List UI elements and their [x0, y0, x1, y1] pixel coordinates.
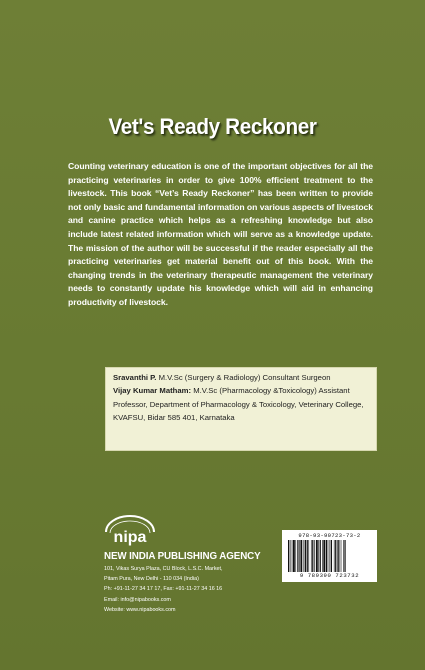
- publisher-address-line: Pitam Pura, New Delhi - 110 034 (India): [104, 576, 199, 582]
- publisher-email: Email: info@nipabooks.com: [104, 597, 171, 603]
- publisher-address-line: 101, Vikas Surya Plaza, CU Block, L.S.C. Market,: [104, 566, 223, 572]
- barcode-icon: [287, 540, 372, 572]
- publisher-phone: Ph: +91-11-27 34 17 17, Fax: +91-11-27 34 16 16: [104, 586, 223, 592]
- author-name: Sravanthi P.: [113, 373, 157, 382]
- logo-text: nipa: [113, 529, 147, 546]
- author-entry: [113, 371, 375, 384]
- author-details: M.V.Sc (Pharmacology &Toxicology) Assistant Professor, Department of Pharmacology & Toxicology, Veterinary College, KVAFSU, Bidar 585 401, Karnataka: [113, 386, 364, 422]
- book-title: Vet's Ready Reckoner: [108, 114, 317, 139]
- authors-info: [113, 371, 375, 424]
- nipa-logo-icon: [103, 512, 157, 546]
- book-description: Counting veterinary education is one of the important objectives for all the practicing veterinaries in order to give 100% efficient treatment to the livestock. This book “Vet’s Ready Reckoner” has been written to provide not only basic and fundamental information on various aspects of livestock and canine practice which helps as a refreshing knowledge but also include latest related information which will serve as a knowledge update. The mission of the author will be successful if the reader especially all the practicing veterinaries get material benefit out of this book. With the changing trends in the veterinary therapeutic management the veterinary needs to constantly update his knowledge which will aid in enhancing productivity of livestock.: [68, 161, 373, 307]
- author-entry: [113, 384, 375, 424]
- author-details: M.V.Sc (Surgery & Radiology) Consultant Surgeon: [158, 373, 331, 382]
- publisher-name: NEW INDIA PUBLISHING AGENCY: [104, 551, 261, 562]
- publisher-website: Website: www.nipabooks.com: [104, 607, 176, 613]
- isbn-number: 978-93-90723-73-2: [298, 532, 361, 539]
- barcode-digits: 9 789390 723732: [299, 572, 360, 579]
- author-name: Vijay Kumar Matham:: [113, 386, 192, 396]
